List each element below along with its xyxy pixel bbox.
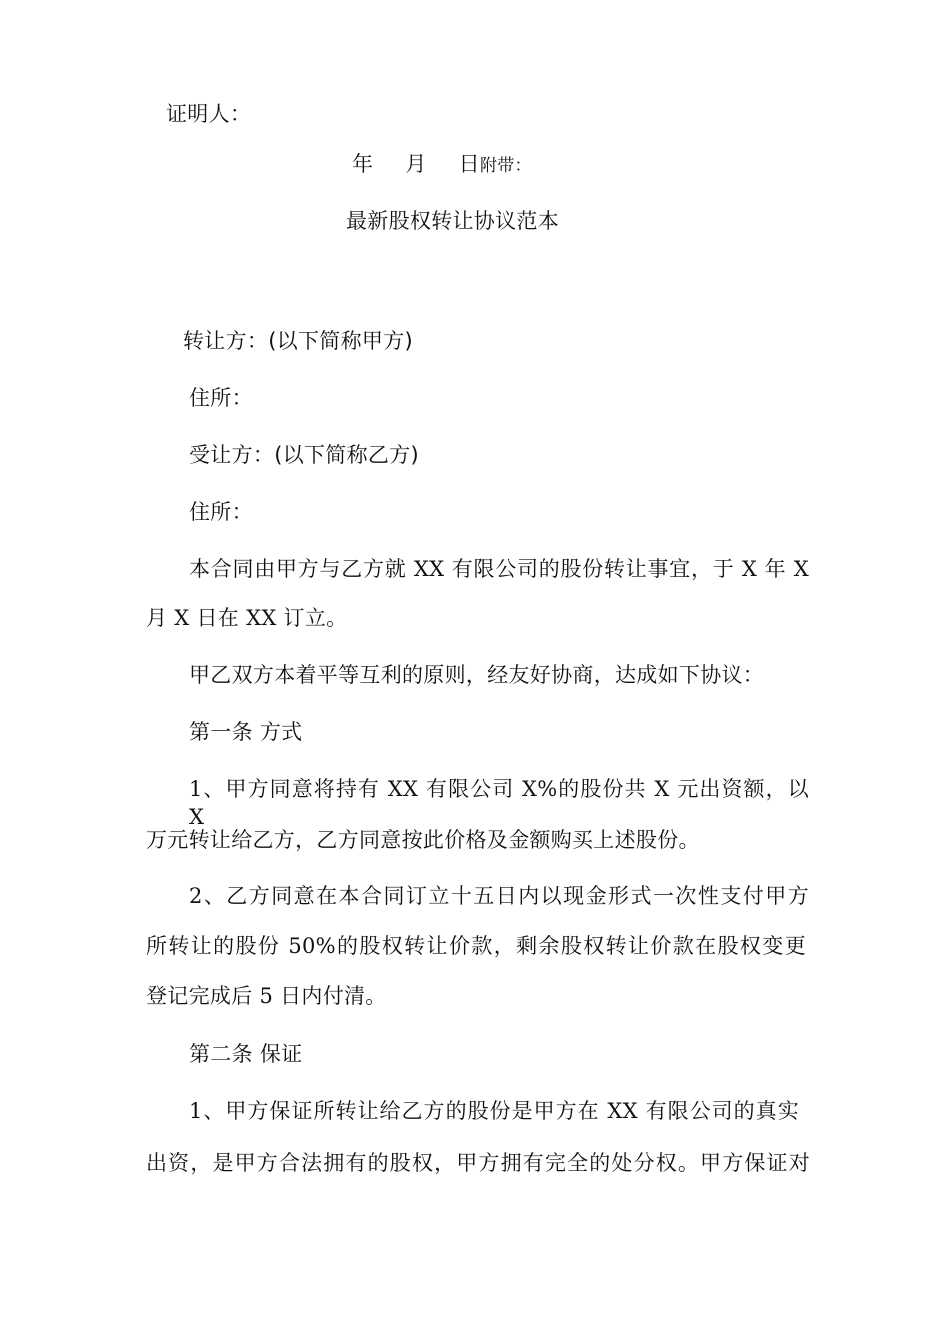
date-day: 日	[458, 152, 480, 176]
date-line	[352, 150, 532, 180]
transferee-address: 住所：	[189, 500, 253, 524]
transferor-line	[183, 327, 413, 355]
article1-item2-line3: 登记完成后 5 日内付清。	[146, 984, 387, 1008]
document-title: 最新股权转让协议范本	[346, 209, 559, 233]
intro-line-1: 本合同由甲方与乙方就 XX 有限公司的股份转让事宜，于 X 年 X	[189, 557, 809, 581]
article1-item1-line1: 1、甲方同意将持有 XX 有限公司 X%的股份共 X 元出资额，以 X	[189, 777, 809, 829]
article1-item2-line2: 所转让的股份 50%的股权转让价款，剩余股权转让价款在股权变更	[146, 934, 806, 958]
transferee-line	[189, 441, 419, 469]
article2-item1-line1: 1、甲方保证所转让给乙方的股份是甲方在 XX 有限公司的真实	[189, 1099, 799, 1123]
date-year: 年	[352, 152, 374, 176]
article2-item1-line2: 出资，是甲方合法拥有的股权，甲方拥有完全的处分权。甲方保证对	[146, 1151, 810, 1175]
intro-line-2: 月 X 日在 XX 订立。	[146, 606, 348, 630]
article1-heading: 第一条 方式	[189, 720, 303, 744]
date-attached: 附带：	[479, 156, 532, 176]
article2-heading: 第二条 保证	[189, 1042, 303, 1066]
article1-item1-line2: 万元转让给乙方，乙方同意按此价格及金额购买上述股份。	[146, 828, 700, 852]
principle-line: 甲乙双方本着平等互利的原则，经友好协商，达成如下协议：	[189, 663, 765, 687]
article1-item2-line1: 2、乙方同意在本合同订立十五日内以现金形式一次性支付甲方	[189, 884, 809, 908]
transferor-label: 转让方：	[183, 329, 269, 353]
transferee-label: 受让方：	[189, 443, 275, 467]
date-month: 月	[405, 152, 427, 176]
witness-label: 证明人：	[166, 102, 252, 126]
transferor-address: 住所：	[189, 386, 253, 410]
transferor-note: (以下简称甲方)	[268, 329, 413, 353]
transferee-note: (以下简称乙方)	[274, 443, 419, 467]
